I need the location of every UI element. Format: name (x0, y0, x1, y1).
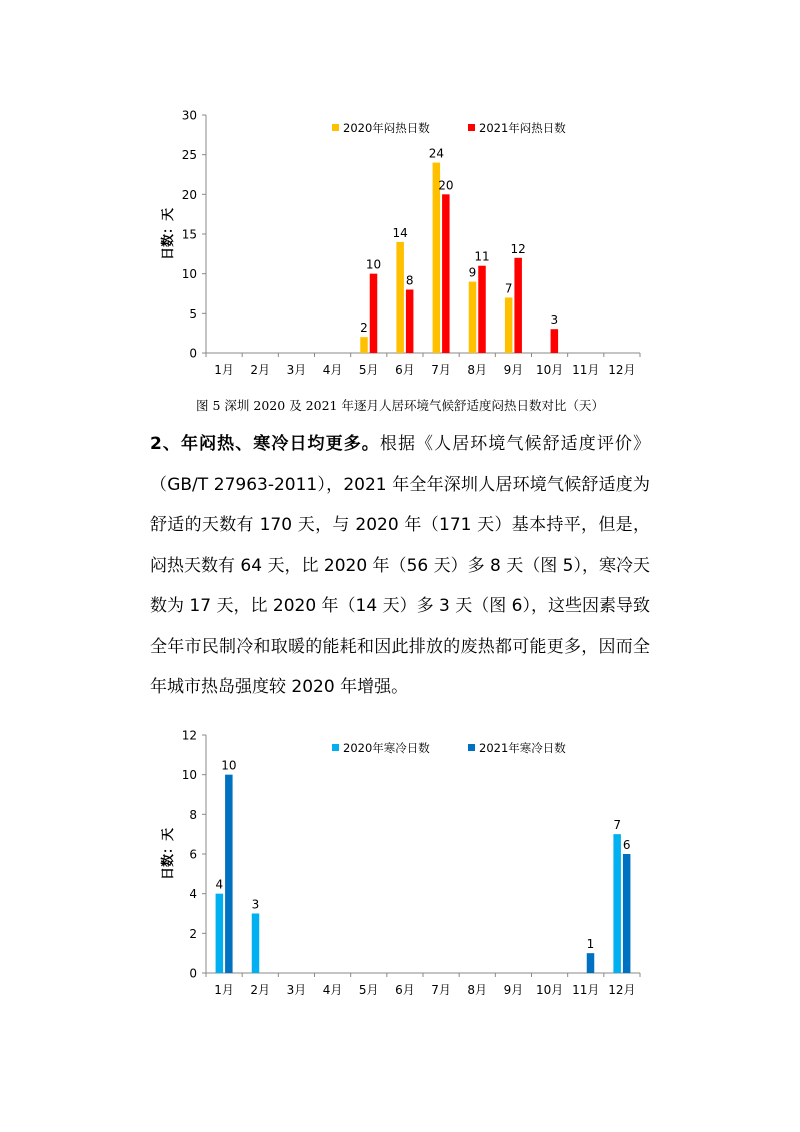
data-label: 10 (365, 257, 382, 272)
x-tick-label: 8月 (467, 363, 488, 377)
data-label: 8 (405, 273, 414, 288)
bar (469, 282, 477, 353)
x-tick-label: 8月 (467, 983, 488, 997)
x-tick-label: 2月 (250, 363, 271, 377)
y-tick-label: 2 (189, 926, 197, 941)
y-tick-label: 10 (181, 267, 197, 282)
bar (505, 297, 512, 353)
data-label: 2 (360, 321, 368, 336)
bar (623, 854, 631, 973)
x-tick-label: 11月 (572, 983, 600, 997)
y-tick-label: 10 (181, 768, 197, 783)
y-tick-label: 15 (181, 227, 197, 242)
x-tick-label: 10月 (535, 363, 564, 377)
data-label: 1 (586, 937, 595, 952)
paragraph-body: 根据《人居环境气候舒适度评价》（GB/T 27963-2011），2021 年全年深圳人居环境气候舒适度为舒适的天数有 170 天，与 2020 年（171 天）基本持平，但是，闷热天数有 64 天，比 2020 年（56 天）多 8 天（图 5），寒冷天数为 17 天，比 2020 年（14 天）多 3 天（图 6），这些因素导致全年市民制冷和取暖的能耗和因此排放的废热都可能更多，因而全年城市热岛强度较 2020 年增强。 (150, 434, 651, 697)
bar (587, 953, 595, 973)
data-label: 11 (474, 249, 490, 264)
data-label: 14 (392, 225, 408, 240)
x-tick-label: 6月 (395, 983, 415, 997)
x-tick-label: 9月 (503, 983, 524, 997)
data-label: 12 (510, 241, 526, 256)
x-tick-label: 3月 (286, 363, 307, 377)
y-tick-label: 30 (181, 108, 197, 123)
data-label: 24 (428, 146, 444, 161)
x-tick-label: 9月 (503, 363, 524, 377)
y-axis-label: 日数：天 (161, 827, 176, 881)
data-label: 3 (550, 313, 559, 328)
x-tick-label: 6月 (395, 363, 415, 377)
data-label: 10 (221, 758, 237, 773)
bar (216, 894, 224, 973)
bar (551, 329, 559, 353)
x-tick-label: 12月 (608, 983, 636, 997)
y-tick-label: 12 (181, 728, 197, 743)
x-tick-label: 10月 (535, 983, 564, 997)
x-tick-label: 4月 (322, 363, 343, 377)
data-label: 3 (251, 897, 260, 912)
x-tick-label: 7月 (431, 363, 451, 377)
y-tick-label: 4 (189, 887, 197, 902)
x-tick-label: 12月 (608, 363, 636, 377)
data-label: 4 (215, 877, 224, 892)
y-tick-label: 25 (181, 148, 197, 163)
data-label: 9 (468, 265, 477, 280)
y-tick-label: 8 (189, 807, 197, 822)
bar (478, 266, 486, 353)
x-tick-label: 5月 (358, 363, 379, 377)
chart-figure-5-hot-days (150, 100, 670, 390)
legend-label: 2020年寒冷日数 (343, 741, 430, 755)
x-tick-label: 11月 (572, 363, 600, 377)
data-label: 20 (438, 178, 454, 193)
bar (442, 194, 450, 353)
bar (514, 258, 522, 353)
y-axis-label: 日数：天 (161, 207, 176, 261)
data-label: 7 (613, 818, 621, 833)
paragraph (150, 424, 650, 708)
x-tick-label: 5月 (358, 983, 379, 997)
x-tick-label: 2月 (250, 983, 271, 997)
bar (613, 834, 621, 973)
figure-5-caption: 图 5 深圳 2020 及 2021 年逐月人居环境气候舒适度闷热日数对比（天） (196, 398, 604, 413)
bar (396, 242, 404, 353)
data-label: 7 (504, 281, 513, 296)
legend-swatch (468, 744, 475, 751)
x-tick-label: 1月 (214, 363, 234, 377)
y-tick-label: 20 (181, 187, 197, 202)
y-tick-label: 0 (189, 966, 197, 981)
paragraph-lead: 2、年闷热、寒冷日均更多。 (150, 434, 380, 454)
legend-swatch (468, 124, 475, 131)
y-tick-label: 6 (189, 847, 197, 862)
legend-label: 2021年寒冷日数 (479, 741, 566, 755)
x-tick-label: 7月 (431, 983, 451, 997)
x-tick-label: 3月 (286, 983, 307, 997)
y-tick-label: 0 (189, 346, 197, 361)
x-tick-label: 1月 (214, 983, 234, 997)
legend-swatch (332, 124, 339, 131)
bar (370, 274, 378, 353)
bar (406, 290, 414, 353)
chart-figure-6-cold-days (150, 720, 670, 1010)
legend-swatch (332, 744, 339, 751)
bar (252, 914, 260, 974)
y-tick-label: 5 (189, 306, 197, 321)
bar (225, 775, 233, 973)
legend-label: 2020年闷热日数 (343, 121, 430, 135)
bar (360, 337, 368, 353)
legend-label: 2021年闷热日数 (479, 121, 566, 135)
data-label: 6 (622, 838, 631, 852)
x-tick-label: 4月 (322, 983, 343, 997)
